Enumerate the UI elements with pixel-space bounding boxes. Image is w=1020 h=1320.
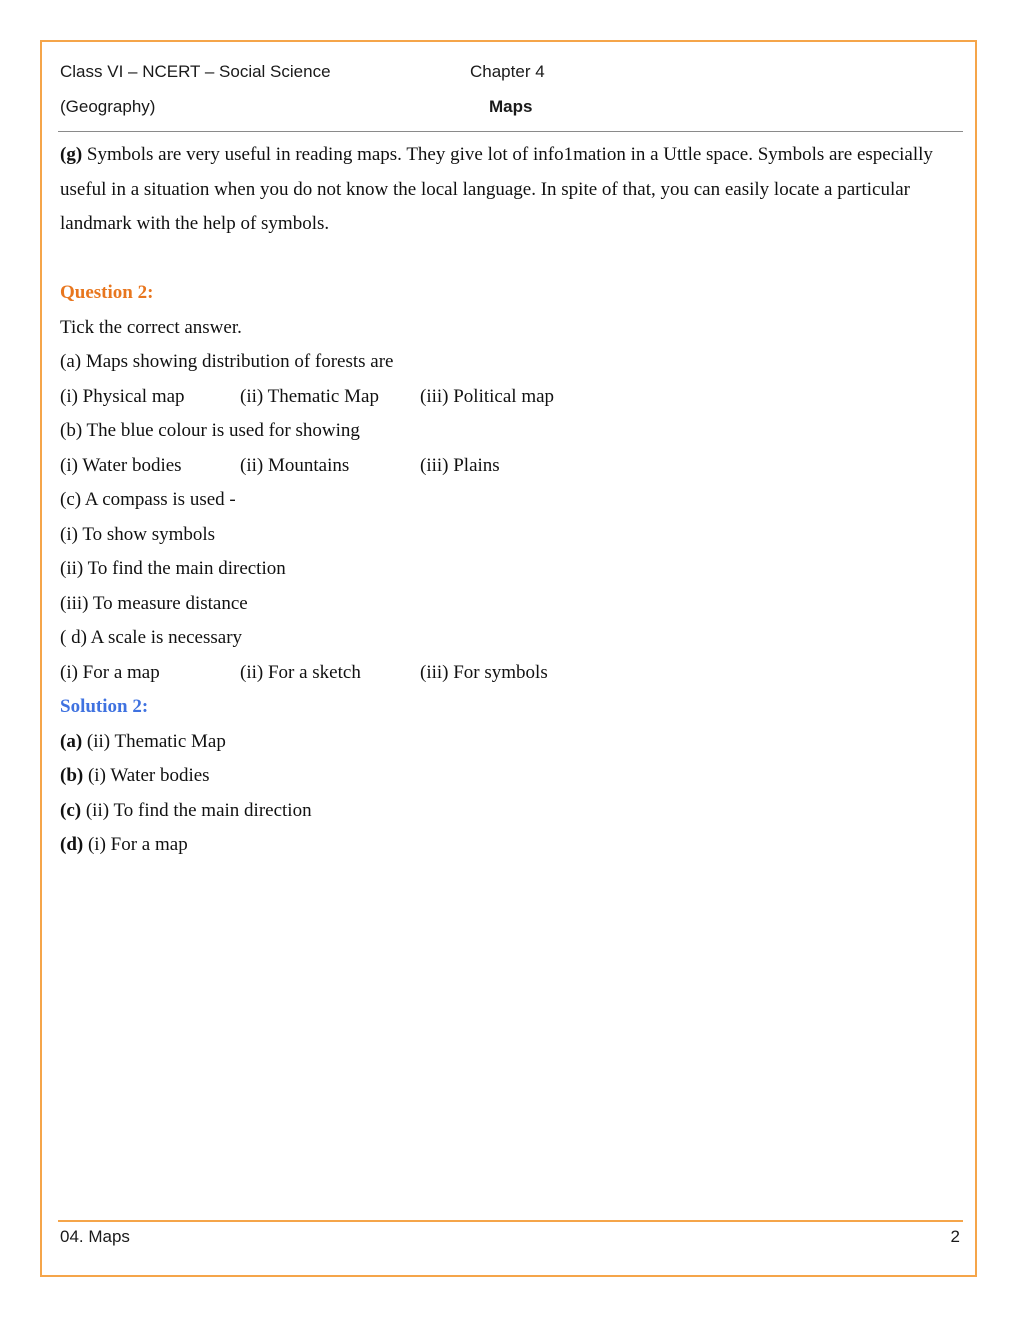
question-d-option-2: (ii) For a sketch [240,661,361,683]
question-c-option-1: (i) To show symbols [60,523,216,545]
page-number: 2 [950,1227,960,1246]
header-chapter: Chapter 4 [470,62,545,81]
question-b-options [60,449,962,484]
question-c-option-2: (ii) To find the main direction [60,558,286,579]
solution-answer-d [60,828,962,863]
paragraph-g-label: (g) [60,144,83,165]
footer-divider [58,1220,963,1222]
header-divider [58,131,963,132]
solution-answer-a-label: (a) [60,730,83,752]
solution-heading: Solution 2: [60,696,149,717]
solution-answer-a-text: (ii) Thematic Map [82,730,226,752]
question-b-option-2: (ii) Mountains [240,454,350,476]
question-a-option-2: (ii) Thematic Map [240,385,379,407]
question-d-option-3: (iii) For symbols [420,661,548,683]
spacer [60,242,962,277]
solution-answer-b [60,759,962,794]
solution-answer-d-text: (i) For a map [83,834,188,855]
question-a-prompt: (a) Maps showing distribution of forests are [60,351,394,372]
paragraph-g [60,138,962,242]
paragraph-g-text: Symbols are very useful in reading maps. They give lot of info1mation in a Uttle space. Symbols are especially useful in a situation when you do not know the local language. In spite of that, you can easily locate a particular landmark with the help of symbols. [60,144,933,234]
solution-answer-c [60,794,962,829]
question-d-prompt: ( d) A scale is necessary [60,627,243,648]
document-body [60,138,962,863]
question-instruction: Tick the correct answer. [60,316,242,338]
header-subject: (Geography) [60,97,156,116]
question-b-prompt: (b) The blue colour is used for showing [60,420,360,441]
question-a-option-1: (i) Physical map [60,385,185,407]
header-course: Class VI – NCERT – Social Science [60,62,331,81]
question-d-option-1: (i) For a map [60,661,160,683]
question-heading: Question 2: [60,282,154,303]
question-a-options [60,380,962,415]
question-b-option-3: (iii) Plains [420,454,500,476]
question-c-option-3: (iii) To measure distance [60,592,248,614]
solution-answer-c-label: (c) [60,799,82,821]
solution-answer-a [60,725,962,760]
solution-answer-b-label: (b) [60,765,84,786]
question-d-options [60,656,962,691]
solution-answer-b-text: (i) Water bodies [83,765,210,786]
header-chapter-title: Maps [489,97,533,116]
question-b-option-1: (i) Water bodies [60,454,182,476]
footer-chapter: 04. Maps [60,1227,130,1246]
solution-answer-c-text: (ii) To find the main direction [81,799,312,821]
solution-answer-d-label: (d) [60,834,84,855]
question-a-option-3: (iii) Political map [420,385,555,407]
question-c-prompt: (c) A compass is used - [60,489,236,510]
